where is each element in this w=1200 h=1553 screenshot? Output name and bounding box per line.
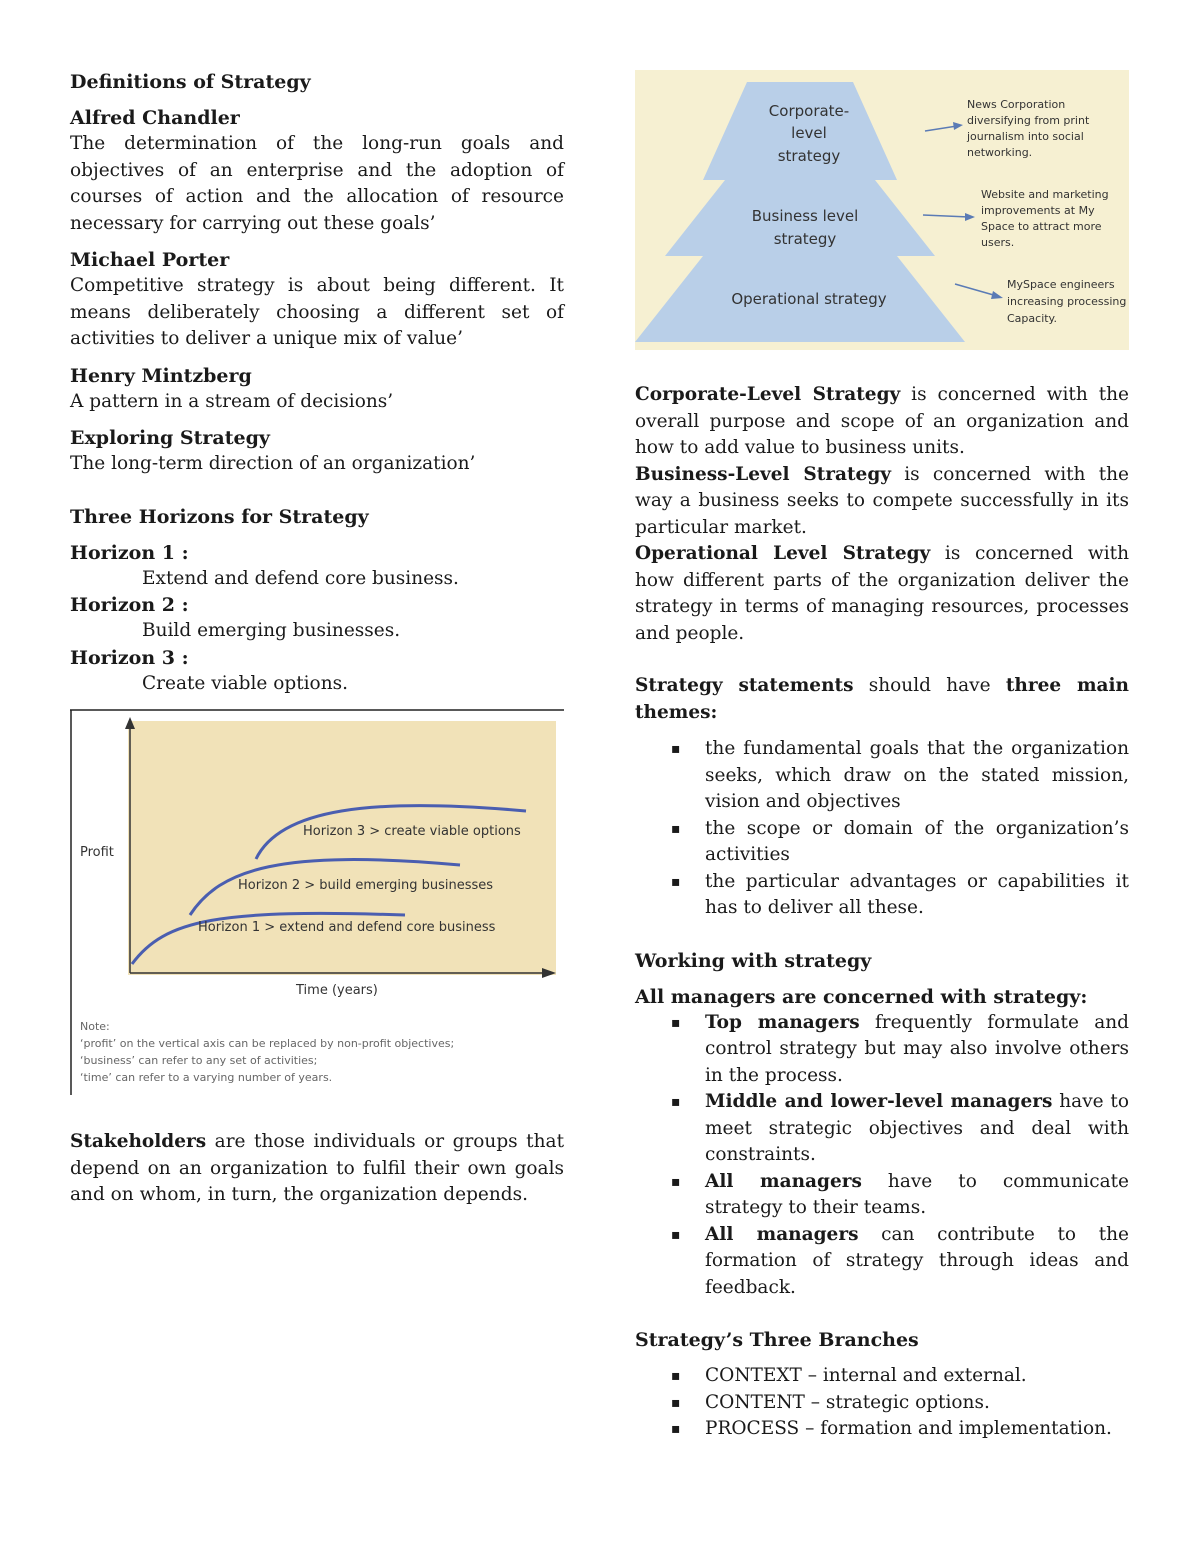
note-2-line-2: improvements at My <box>981 204 1095 217</box>
horizon-2-label: Horizon 2 : <box>70 594 189 616</box>
note-1-line-3: journalism into social <box>967 130 1084 143</box>
themes-list <box>635 736 1129 922</box>
list-item: ▪ CONTENT – strategic options. <box>635 1390 1129 1417</box>
list-item: ▪ CONTEXT – internal and external. <box>635 1363 1129 1390</box>
statements-themes: three main themes: <box>635 675 1129 723</box>
note-line-1: ‘profit’ on the vertical axis can be replaced by non-profit objectives; <box>80 1037 455 1050</box>
mintzberg-name: Henry Mintzberg <box>70 364 252 387</box>
tier-3-label: Operational strategy <box>731 290 887 308</box>
stakeholders-paragraph <box>70 1129 564 1209</box>
mintzberg-text: A pattern in a stream of decisions’ <box>70 390 394 412</box>
exploring-name: Exploring Strategy <box>70 427 270 449</box>
stakeholders-text: are those individuals or groups that depend on an organization to fulfil their own goals and on whom, in turn, the organization depends. <box>70 1131 564 1205</box>
tier-1-line-2: level <box>791 124 827 142</box>
operational-term: Operational Level Strategy <box>635 543 931 564</box>
note-1-line-1: News Corporation <box>967 98 1066 111</box>
chandler-text: The determination of the long-run goals and objectives of an enterprise and the adoption of courses of action and the allocation of resource necessary for carrying out these goals’ <box>70 133 564 234</box>
managers-title: All managers are concerned with strategy: <box>635 985 1088 1008</box>
horizons-figure <box>70 709 564 1101</box>
horizon-2-text: Build emerging businesses. <box>142 620 401 641</box>
note-title: Note: <box>80 1020 110 1033</box>
manager-term: Top managers <box>705 1011 860 1033</box>
working-title: Working with strategy <box>635 949 872 972</box>
x-axis-label: Time (years) <box>296 983 378 998</box>
managers-list <box>635 1010 1129 1302</box>
exploring-text: The long-term direction of an organization’ <box>70 453 476 474</box>
list-item <box>635 1222 1129 1302</box>
left-column <box>70 64 564 1209</box>
note-2-line-1: Website and marketing <box>981 188 1109 201</box>
strategy-pyramid <box>635 70 1129 350</box>
manager-text: have to communicate strategy to their teams. <box>705 1170 1129 1218</box>
horizon-3-label: Horizon 3 : <box>70 646 189 669</box>
corporate-text: is concerned with the overall purpose and scope of an organization and how to add value to business units. <box>635 384 1129 458</box>
business-paragraph <box>635 462 1129 542</box>
branches-title: Strategy’s Three Branches <box>635 1329 919 1351</box>
manager-term: Middle and lower-level managers <box>705 1091 1053 1112</box>
horizons-chart <box>70 709 564 1097</box>
statements-text: should have <box>853 675 1006 696</box>
list-item <box>635 1089 1129 1169</box>
note-1-line-2: diversifying from print <box>967 114 1090 127</box>
y-axis-label: Profit <box>80 845 114 860</box>
note-2-line-4: users. <box>981 236 1015 249</box>
chandler-name: Alfred Chandler <box>70 107 240 129</box>
stakeholders-term: Stakeholders <box>70 1131 207 1152</box>
horizon-2-label: Horizon 2 > build emerging businesses <box>238 878 494 893</box>
horizon-3-text: Create viable options. <box>142 672 348 694</box>
corporate-paragraph <box>635 382 1129 462</box>
note-line-3: ‘time’ can refer to a varying number of years. <box>80 1071 333 1084</box>
list-item: ▪ the scope or domain of the organization’s activities <box>635 816 1129 869</box>
list-item: ▪ the fundamental goals that the organization seeks, which draw on the stated mission, vision and objectives <box>635 736 1129 816</box>
right-column <box>635 70 1129 1443</box>
statements-term: Strategy statements <box>635 675 854 696</box>
horizon-1-text: Extend and defend core business. <box>142 567 459 589</box>
branches-list <box>635 1363 1129 1443</box>
manager-term: All managers <box>705 1170 862 1192</box>
porter-text: Competitive strategy is about being different. It means deliberately choosing a different set of activities to deliver a unique mix of value’ <box>70 275 564 349</box>
note-1-line-4: networking. <box>967 146 1033 159</box>
horizon-1-label: Horizon 1 > extend and defend core business <box>198 920 496 935</box>
business-text: is concerned with the way a business seeks to compete successfully in its particular market. <box>635 463 1129 538</box>
note-2-line-3: Space to attract more <box>981 220 1102 233</box>
operational-text: is concerned with how different parts of the organization deliver the strategy in terms of managing resources, processes and people. <box>635 543 1129 644</box>
manager-text: frequently formulate and control strategy but may also involve others in the process. <box>705 1011 1130 1086</box>
note-3-line-3: Capacity. <box>1007 312 1057 325</box>
business-term: Business-Level Strategy <box>635 463 892 485</box>
note-line-2: ‘business’ can refer to any set of activities; <box>80 1054 318 1067</box>
corporate-term: Corporate-Level Strategy <box>635 384 901 405</box>
tier-1-line-3: strategy <box>777 147 841 165</box>
porter-name: Michael Porter <box>70 249 230 271</box>
definitions-title: Definitions of Strategy <box>70 71 311 93</box>
manager-text: can contribute to the formation of strategy through ideas and feedback. <box>705 1223 1129 1298</box>
manager-term: All managers <box>705 1223 859 1245</box>
list-item <box>635 1169 1129 1222</box>
operational-paragraph <box>635 541 1129 647</box>
tier-1-line-1: Corporate- <box>768 102 850 120</box>
tier-2-line-2: strategy <box>773 230 837 248</box>
note-3-line-2: increasing processing <box>1007 295 1127 308</box>
tier-2-line-1: Business level <box>751 207 859 225</box>
list-item <box>635 1010 1129 1090</box>
note-3-line-1: MySpace engineers <box>1007 278 1115 291</box>
horizons-title: Three Horizons for Strategy <box>70 505 369 528</box>
horizon-3-label: Horizon 3 > create viable options <box>303 824 521 839</box>
list-item: ▪ the particular advantages or capabilities it has to deliver all these. <box>635 869 1129 922</box>
horizon-1-label: Horizon 1 : <box>70 541 189 564</box>
statements-paragraph <box>635 673 1129 726</box>
list-item: ▪ PROCESS – formation and implementation. <box>635 1416 1129 1443</box>
manager-text: have to meet strategic objectives and deal with constraints. <box>705 1091 1129 1165</box>
